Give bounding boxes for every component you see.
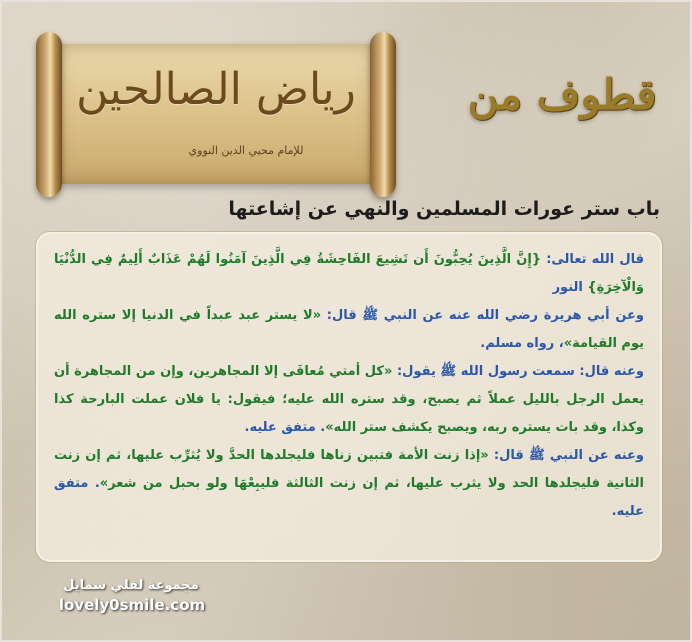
chapter-title: باب ستر عورات المسلمين والنهي عن إشاعتها: [228, 198, 660, 220]
footer-group-name: مجموعة لفلي سمايل: [63, 578, 199, 593]
paragraph-hadith-3: [54, 442, 644, 526]
paragraph-intro: وعن أبي هريرة رضي الله عنه عن النبي ﷺ قال:: [321, 308, 644, 323]
paragraph-ref: النور: [552, 280, 588, 295]
series-title: قطوف من: [467, 70, 657, 119]
title-scroll: [36, 32, 396, 197]
content-panel: [36, 232, 662, 562]
paragraph-ref: ، رواه مسلم.: [480, 336, 564, 351]
paragraph-hadith-2: [54, 358, 644, 442]
paragraph-intro: قال الله تعالى:: [541, 252, 644, 267]
paragraph-ref: . متفق عليه.: [54, 476, 644, 519]
paragraph-ref: . متفق عليه.: [244, 420, 326, 435]
paragraph-text: «لا يستر عبد عبداً في الدنيا إلا ستره الله يوم القيامة»: [54, 308, 644, 351]
paragraph-intro: وعنه عن النبي ﷺ قال:: [488, 448, 644, 463]
paragraph-text: «كل أمتي مُعافَى إلا المجاهرين، وإن من المجاهرة أن يعمل الرجل بالليل عملاً ثم يصبح، وقد ستره الله عليه؛ فيقول: يا فلان عملت البارحة كذا وكذا، وقد بات يستره ربه، ويصبح يكشف ستر الله»: [54, 364, 644, 435]
book-title: رياض الصالحين: [76, 64, 356, 115]
scroll-roll-right: [370, 32, 396, 197]
paragraph-text: {إِنَّ الَّذِينَ يُحِبُّونَ أَن تَشِيعَ الفَاحِشَةُ فِي الَّذِينَ آمَنُوا لَهُمْ عَذَابٌ أَلِيمٌ فِي الدُّنْيَا وَالْآخِرَةِ}: [54, 252, 644, 295]
book-author: للإمام محيي الدين النووي: [188, 144, 304, 157]
paragraph-verse: [54, 246, 644, 302]
paragraph-hadith-1: [54, 302, 644, 358]
scroll-roll-left: [36, 32, 62, 197]
paragraph-intro: وعنه قال: سمعت رسول الله ﷺ يقول:: [392, 364, 644, 379]
paragraph-text: «إذا زنت الأمة فتبين زناها فليجلدها الحدَّ ولا يُثرِّب عليها، ثم إن زنت الثانية فليجلدها الحد ولا يثرب عليها، ثم إن زنت الثالثة فليبِعْهَا ولو بحبل من شعر»: [54, 448, 644, 491]
footer-site-link[interactable]: lovely0smile.com: [58, 596, 206, 614]
